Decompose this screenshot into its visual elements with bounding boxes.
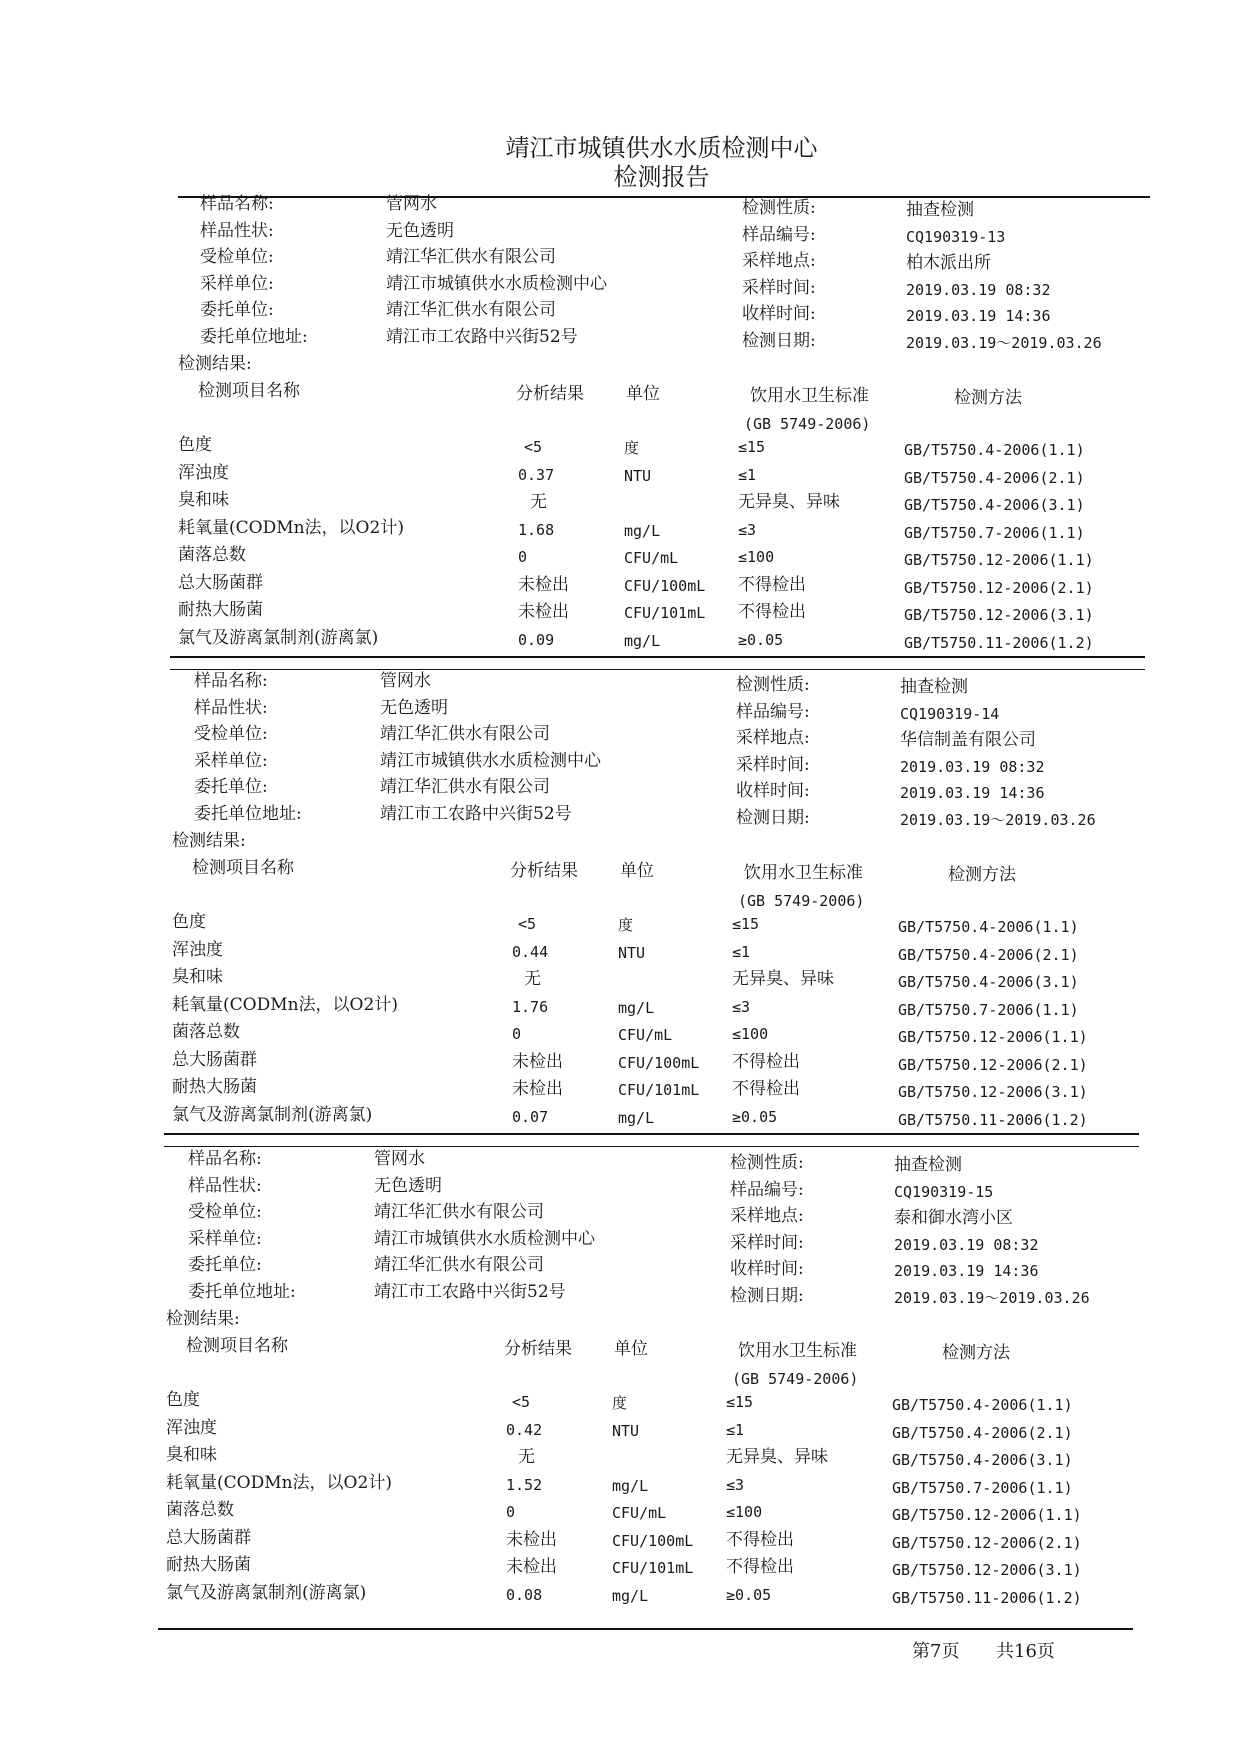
label-sampling-site: 采样地点: — [730, 1206, 804, 1227]
row-unit: NTU — [624, 466, 652, 485]
row-result: 未检出 — [506, 1529, 557, 1550]
label-sampling-unit: 采样单位: — [194, 750, 268, 771]
row-unit: CFU/101mL — [612, 1559, 694, 1577]
row-method: GB/T5750.7-2006(1.1) — [898, 1000, 1079, 1019]
row-item: 氯气及游离氯制剂(游离氯) — [172, 1104, 373, 1125]
sample-section — [178, 191, 1178, 661]
col-header-standard: 饮用水卫生标准 — [750, 386, 869, 406]
row-standard: 无异臭、异味 — [726, 1447, 828, 1467]
row-item: 菌落总数 — [166, 1500, 234, 1520]
row-result: 无 — [524, 969, 541, 989]
row-unit: CFU/101mL — [618, 1081, 700, 1099]
row-unit: CFU/100mL — [612, 1531, 694, 1550]
org-title: 靖江市城镇供水水质检测中心 — [505, 134, 818, 162]
row-result: 1.76 — [512, 997, 549, 1016]
label-sampling-unit: 采样单位: — [188, 1228, 262, 1249]
row-method: GB/T5750.4-2006(1.1) — [892, 1396, 1073, 1414]
row-standard: ≥0.05 — [732, 1107, 778, 1126]
row-item: 浑浊度 — [166, 1417, 217, 1438]
label-sample-state: 样品性状: — [188, 1175, 262, 1196]
row-item: 总大肠菌群 — [178, 572, 263, 593]
row-standard: ≤3 — [726, 1475, 745, 1494]
label-client-address: 委托单位地址: — [200, 327, 308, 347]
row-method: GB/T5750.12-2006(1.1) — [898, 1028, 1088, 1046]
value-sample-name: 管网水 — [374, 1149, 425, 1169]
value-sampling-time: 2019.03.19 08:32 — [894, 1235, 1039, 1254]
label-sampling-unit: 采样单位: — [200, 273, 274, 294]
label-client-unit: 委托单位: — [188, 1255, 262, 1276]
row-standard: 不得检出 — [726, 1529, 794, 1550]
row-item: 耐热大肠菌 — [178, 600, 263, 620]
value-sample-id: CQ190319-13 — [906, 227, 1006, 246]
row-unit: mg/L — [624, 521, 661, 540]
label-sampling-time: 采样时间: — [742, 277, 816, 298]
page-number: 第7页 — [912, 1641, 960, 1662]
row-unit: mg/L — [618, 1108, 655, 1127]
row-standard: 不得检出 — [726, 1557, 794, 1577]
value-receive-time: 2019.03.19 14:36 — [894, 1262, 1039, 1281]
row-result: 无 — [530, 492, 547, 512]
value-sample-id: CQ190319-15 — [894, 1182, 994, 1201]
row-unit: mg/L — [618, 998, 655, 1017]
results-label: 检测结果: — [166, 1309, 240, 1329]
value-test-date: 2019.03.19～2019.03.26 — [906, 334, 1102, 352]
row-item: 耗氧量(CODMn法，以O2计) — [178, 517, 404, 538]
row-unit: CFU/101mL — [624, 604, 706, 622]
row-unit: mg/L — [612, 1586, 649, 1605]
row-method: GB/T5750.4-2006(2.1) — [904, 468, 1085, 487]
label-test-nature: 检测性质: — [730, 1153, 804, 1173]
row-result: 未检出 — [518, 602, 569, 622]
row-result: 未检出 — [512, 1079, 563, 1099]
label-inspected-unit: 受检单位: — [200, 247, 274, 268]
value-inspected-unit: 靖江华汇供水有限公司 — [386, 247, 556, 268]
label-sample-id: 样品编号: — [736, 701, 810, 722]
col-header-result: 分析结果 — [510, 861, 578, 881]
row-method: GB/T5750.12-2006(3.1) — [904, 606, 1094, 624]
col-header-method: 检测方法 — [948, 865, 1016, 885]
row-standard: 不得检出 — [732, 1079, 800, 1099]
value-test-date: 2019.03.19～2019.03.26 — [894, 1289, 1090, 1307]
value-sampling-site: 柏木派出所 — [906, 253, 991, 274]
row-result: 未检出 — [506, 1557, 557, 1577]
label-test-nature: 检测性质: — [736, 675, 810, 695]
value-sample-state: 无色透明 — [386, 220, 454, 241]
row-item: 色度 — [166, 1390, 200, 1410]
row-method: GB/T5750.12-2006(2.1) — [892, 1533, 1082, 1552]
page-total: 共16页 — [996, 1641, 1055, 1662]
value-client-unit: 靖江华汇供水有限公司 — [386, 300, 556, 321]
row-method: GB/T5750.12-2006(1.1) — [892, 1506, 1082, 1524]
sample-section — [172, 668, 1172, 1138]
row-result: 0.44 — [512, 942, 549, 961]
value-sample-id: CQ190319-14 — [900, 704, 1000, 723]
row-unit: CFU/100mL — [624, 576, 706, 595]
label-sampling-time: 采样时间: — [736, 754, 810, 775]
row-standard: ≤15 — [732, 915, 760, 933]
col-header-unit: 单位 — [614, 1339, 648, 1359]
col-header-standard-ref: (GB 5749-2006) — [744, 415, 871, 433]
row-result: 0 — [512, 1025, 522, 1043]
row-method: GB/T5750.12-2006(2.1) — [898, 1055, 1088, 1074]
row-result: 未检出 — [518, 574, 569, 595]
row-method: GB/T5750.11-2006(1.2) — [904, 633, 1094, 652]
col-header-item: 检测项目名称 — [198, 381, 300, 401]
col-header-unit: 单位 — [626, 384, 660, 404]
value-sample-name: 管网水 — [380, 671, 431, 691]
row-result: 0.09 — [518, 630, 555, 649]
value-sampling-time: 2019.03.19 08:32 — [900, 757, 1045, 776]
value-client-address: 靖江市工农路中兴街52号 — [386, 327, 578, 347]
col-header-item: 检测项目名称 — [192, 858, 294, 878]
row-item: 臭和味 — [172, 967, 223, 987]
label-sample-state: 样品性状: — [200, 220, 274, 241]
row-unit: mg/L — [612, 1476, 649, 1495]
label-sample-name: 样品名称: — [188, 1149, 262, 1169]
row-unit: mg/L — [624, 631, 661, 650]
row-unit: 度 — [624, 439, 640, 457]
row-result: <5 — [524, 438, 543, 456]
value-sampling-unit: 靖江市城镇供水水质检测中心 — [374, 1228, 595, 1249]
value-client-address: 靖江市工农路中兴街52号 — [380, 804, 572, 824]
label-inspected-unit: 受检单位: — [188, 1202, 262, 1223]
value-sample-name: 管网水 — [386, 194, 437, 214]
label-sampling-site: 采样地点: — [742, 251, 816, 272]
row-unit: NTU — [618, 943, 646, 962]
row-method: GB/T5750.12-2006(3.1) — [892, 1561, 1082, 1579]
row-result: <5 — [512, 1393, 531, 1411]
row-standard: ≤100 — [726, 1503, 763, 1521]
label-client-address: 委托单位地址: — [188, 1282, 296, 1302]
value-client-unit: 靖江华汇供水有限公司 — [374, 1255, 544, 1276]
row-item: 浑浊度 — [172, 939, 223, 960]
value-inspected-unit: 靖江华汇供水有限公司 — [374, 1202, 544, 1223]
row-result: 0.07 — [512, 1107, 549, 1126]
row-unit: 度 — [612, 1394, 628, 1412]
report-title: 检测报告 — [613, 163, 710, 191]
value-test-nature: 抽查检测 — [906, 200, 974, 220]
row-method: GB/T5750.12-2006(3.1) — [898, 1083, 1088, 1101]
label-inspected-unit: 受检单位: — [194, 724, 268, 745]
row-method: GB/T5750.11-2006(1.2) — [892, 1588, 1082, 1607]
value-client-address: 靖江市工农路中兴街52号 — [374, 1282, 566, 1302]
value-sampling-site: 华信制盖有限公司 — [900, 730, 1036, 751]
row-result: <5 — [518, 915, 537, 933]
value-sample-state: 无色透明 — [374, 1175, 442, 1196]
row-standard: ≤3 — [732, 997, 751, 1016]
row-standard: ≤1 — [726, 1420, 745, 1439]
row-standard: ≤1 — [738, 465, 757, 484]
bottom-rule — [158, 1628, 1133, 1630]
row-standard: ≤15 — [726, 1393, 754, 1411]
row-standard: 不得检出 — [732, 1051, 800, 1072]
label-test-date: 检测日期: — [736, 808, 810, 828]
row-item: 总大肠菌群 — [166, 1527, 251, 1548]
row-standard: 不得检出 — [738, 574, 806, 595]
results-label: 检测结果: — [178, 354, 252, 374]
label-client-unit: 委托单位: — [200, 300, 274, 321]
row-result: 1.68 — [518, 520, 555, 539]
label-sampling-time: 采样时间: — [730, 1232, 804, 1253]
row-item: 氯气及游离氯制剂(游离氯) — [166, 1582, 367, 1603]
col-header-method: 检测方法 — [942, 1343, 1010, 1363]
label-test-date: 检测日期: — [730, 1286, 804, 1306]
row-standard: ≥0.05 — [738, 630, 784, 649]
value-receive-time: 2019.03.19 14:36 — [900, 784, 1045, 803]
row-standard: ≤3 — [738, 520, 757, 539]
col-header-standard-ref: (GB 5749-2006) — [738, 892, 865, 910]
row-result: 无 — [518, 1447, 535, 1467]
row-result: 0 — [506, 1503, 516, 1521]
row-method: GB/T5750.11-2006(1.2) — [898, 1110, 1088, 1129]
row-method: GB/T5750.12-2006(2.1) — [904, 578, 1094, 597]
label-sample-id: 样品编号: — [730, 1179, 804, 1200]
row-result: 0 — [518, 548, 528, 566]
row-method: GB/T5750.4-2006(1.1) — [898, 918, 1079, 936]
row-standard: ≤100 — [738, 548, 775, 566]
row-item: 菌落总数 — [178, 545, 246, 565]
row-method: GB/T5750.4-2006(3.1) — [898, 973, 1079, 991]
label-test-nature: 检测性质: — [742, 198, 816, 218]
row-item: 总大肠菌群 — [172, 1049, 257, 1070]
row-item: 氯气及游离氯制剂(游离氯) — [178, 627, 379, 648]
value-sampling-unit: 靖江市城镇供水水质检测中心 — [380, 750, 601, 771]
label-receive-time: 收样时间: — [742, 304, 816, 325]
row-standard: 不得检出 — [738, 602, 806, 622]
row-item: 菌落总数 — [172, 1022, 240, 1042]
value-sampling-time: 2019.03.19 08:32 — [906, 280, 1051, 299]
row-result: 未检出 — [512, 1051, 563, 1072]
value-sample-state: 无色透明 — [380, 697, 448, 718]
row-standard: ≤15 — [738, 438, 766, 456]
row-item: 色度 — [172, 912, 206, 932]
value-receive-time: 2019.03.19 14:36 — [906, 307, 1051, 326]
row-unit: CFU/100mL — [618, 1053, 700, 1072]
row-method: GB/T5750.7-2006(1.1) — [904, 523, 1085, 542]
label-sample-id: 样品编号: — [742, 224, 816, 245]
row-item: 耗氧量(CODMn法，以O2计) — [166, 1472, 392, 1493]
row-method: GB/T5750.4-2006(1.1) — [904, 441, 1085, 459]
row-result: 0.08 — [506, 1585, 543, 1604]
row-item: 色度 — [178, 435, 212, 455]
row-unit: 度 — [618, 916, 634, 934]
row-result: 1.52 — [506, 1475, 543, 1494]
row-standard: 无异臭、异味 — [738, 492, 840, 512]
label-client-unit: 委托单位: — [194, 777, 268, 798]
value-sampling-site: 泰和御水湾小区 — [894, 1208, 1013, 1229]
row-result: 0.42 — [506, 1420, 543, 1439]
value-client-unit: 靖江华汇供水有限公司 — [380, 777, 550, 798]
col-header-unit: 单位 — [620, 861, 654, 881]
row-item: 浑浊度 — [178, 462, 229, 483]
label-sample-name: 样品名称: — [194, 671, 268, 691]
row-result: 0.37 — [518, 465, 555, 484]
row-item: 臭和味 — [178, 490, 229, 510]
value-test-nature: 抽查检测 — [900, 677, 968, 697]
row-method: GB/T5750.4-2006(2.1) — [898, 945, 1079, 964]
row-unit: NTU — [612, 1421, 640, 1440]
value-sampling-unit: 靖江市城镇供水水质检测中心 — [386, 273, 607, 294]
row-method: GB/T5750.4-2006(3.1) — [892, 1451, 1073, 1469]
row-item: 耐热大肠菌 — [166, 1555, 251, 1575]
row-unit: CFU/mL — [624, 549, 679, 567]
col-header-method: 检测方法 — [954, 388, 1022, 408]
row-standard: ≥0.05 — [726, 1585, 772, 1604]
value-test-nature: 抽查检测 — [894, 1155, 962, 1175]
label-sampling-site: 采样地点: — [736, 728, 810, 749]
value-test-date: 2019.03.19～2019.03.26 — [900, 811, 1096, 829]
col-header-standard-ref: (GB 5749-2006) — [732, 1370, 859, 1388]
label-sample-state: 样品性状: — [194, 697, 268, 718]
col-header-result: 分析结果 — [516, 384, 584, 404]
row-method: GB/T5750.4-2006(2.1) — [892, 1423, 1073, 1442]
row-unit: CFU/mL — [618, 1026, 673, 1044]
col-header-item: 检测项目名称 — [186, 1336, 288, 1356]
label-client-address: 委托单位地址: — [194, 804, 302, 824]
label-receive-time: 收样时间: — [730, 1259, 804, 1280]
label-test-date: 检测日期: — [742, 331, 816, 351]
row-method: GB/T5750.7-2006(1.1) — [892, 1478, 1073, 1497]
row-item: 臭和味 — [166, 1445, 217, 1465]
label-sample-name: 样品名称: — [200, 194, 274, 214]
row-standard: 无异臭、异味 — [732, 969, 834, 989]
col-header-standard: 饮用水卫生标准 — [744, 863, 863, 883]
row-item: 耐热大肠菌 — [172, 1077, 257, 1097]
row-method: GB/T5750.4-2006(3.1) — [904, 496, 1085, 514]
label-receive-time: 收样时间: — [736, 781, 810, 802]
row-method: GB/T5750.12-2006(1.1) — [904, 551, 1094, 569]
sample-section — [166, 1146, 1166, 1616]
col-header-result: 分析结果 — [504, 1339, 572, 1359]
row-standard: ≤100 — [732, 1025, 769, 1043]
row-item: 耗氧量(CODMn法，以O2计) — [172, 994, 398, 1015]
col-header-standard: 饮用水卫生标准 — [738, 1341, 857, 1361]
row-unit: CFU/mL — [612, 1504, 667, 1522]
row-standard: ≤1 — [732, 942, 751, 961]
value-inspected-unit: 靖江华汇供水有限公司 — [380, 724, 550, 745]
results-label: 检测结果: — [172, 831, 246, 851]
